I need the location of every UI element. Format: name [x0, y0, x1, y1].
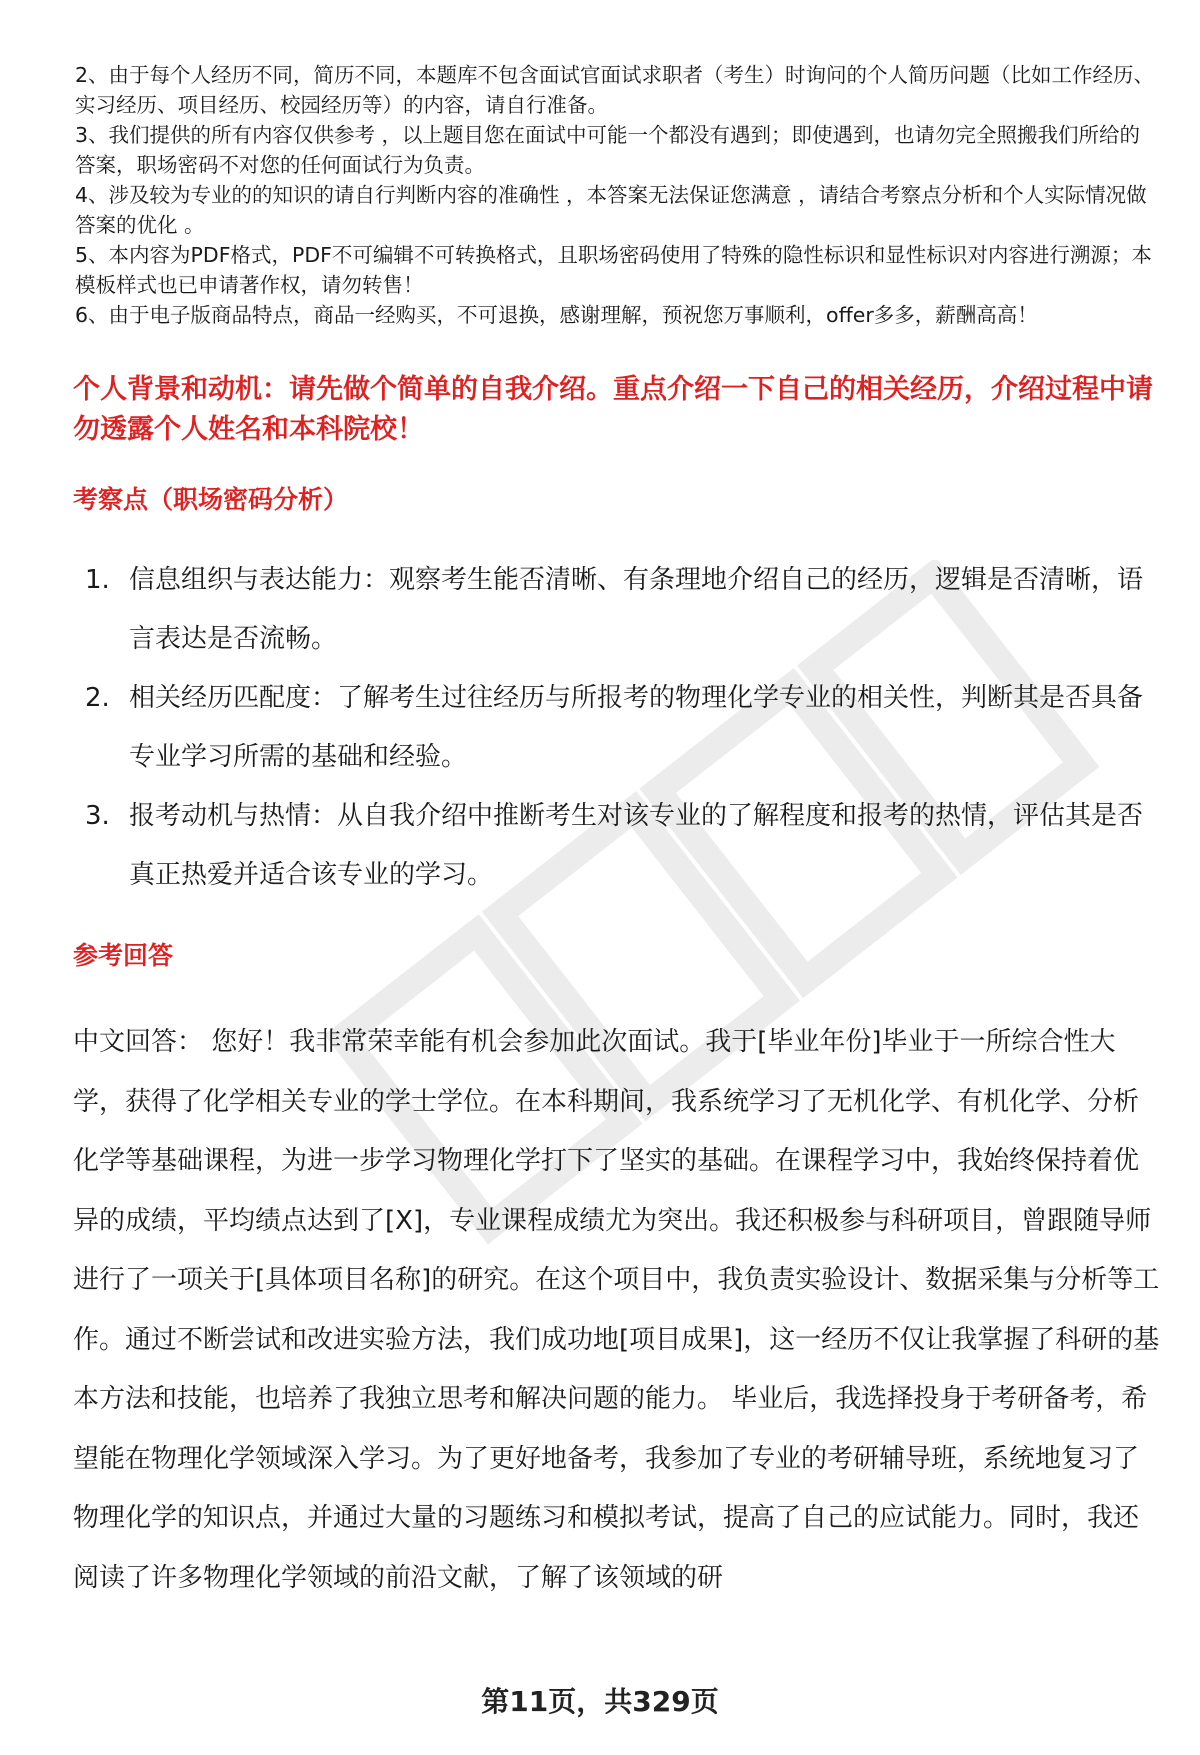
page-number: 第11页，共329页: [481, 1685, 719, 1718]
point-text: 报考动机与热情：从自我介绍中推断考生对该专业的了解程度和报考的热情，评估其是否真正热爱并适合该专业的学习。: [129, 801, 1144, 890]
question-title: 个人背景和动机：请先做个简单的自我介绍。重点介绍一下自己的相关经历，介绍过程中请勿透露个人姓名和本科院校！: [73, 374, 1153, 445]
note-item: 6、由于电子版商品特点，商品一经购买，不可退换，感谢理解，预祝您万事顺利，offer多多，薪酬高高！: [75, 303, 1038, 327]
analysis-heading: 考察点（职场密码分析）: [73, 485, 349, 514]
analysis-point: [73, 551, 1163, 669]
reference-answer-text: 中文回答： 您好！我非常荣幸能有机会参加此次面试。我于[毕业年份]毕业于一所综合性大学，获得了化学相关专业的学士学位。在本科期间，我系统学习了无机化学、有机化学、分析化学等基础课程，为进一步学习物理化学打下了坚实的基础。在课程学习中，我始终保持着优异的成绩，平均绩点达到了[X]，专业课程成绩尤为突出。我还积极参与科研项目，曾跟随导师进行了一项关于[具体项目名称]的研究。在这个项目中，我负责实验设计、数据采集与分析等工作。通过不断尝试和改进实验方法，我们成功地[项目成果]，这一经历不仅让我掌握了科研的基本方法和技能，也培养了我独立思考和解决问题的能力。 毕业后，我选择投身于考研备考，希望能在物理化学领域深入学习。为了更好地备考，我参加了专业的考研辅导班，系统地复习了物理化学的知识点，并通过大量的习题练习和模拟考试，提高了自己的应试能力。同时，我还阅读了许多物理化学领域的前沿文献，了解了该领域的研: [73, 1027, 1160, 1593]
notes-section: [75, 60, 1155, 330]
note-item: 5、本内容为PDF格式，PDF不可编辑不可转换格式，且职场密码使用了特殊的隐性标识和显性标识对内容进行溯源；本模板样式也已申请著作权，请勿转售！: [75, 243, 1152, 297]
note-item: 2、由于每个人经历不同，简历不同，本题库不包含面试官面试求职者（考生）时询问的个人简历问题（比如工作经历、实习经历、项目经历、校园经历等）的内容，请自行准备。: [75, 63, 1155, 117]
point-text: 信息组织与表达能力：观察考生能否清晰、有条理地介绍自己的经历，逻辑是否清晰，语言表达是否流畅。: [129, 565, 1144, 654]
note-item: 4、涉及较为专业的的知识的请自行判断内容的准确性 ，本答案无法保证您满意 ，请结合考察点分析和个人实际情况做答案的优化 。: [75, 183, 1147, 237]
analysis-point: [73, 669, 1163, 787]
point-text: 相关经历匹配度：了解考生过往经历与所报考的物理化学专业的相关性，判断其是否具备专业学习所需的基础和经验。: [129, 683, 1144, 772]
note-item: 3、我们提供的所有内容仅供参考 ，以上题目您在面试中可能一个都没有遇到；即使遇到，也请勿完全照搬我们所给的答案，职场密码不对您的任何面试行为负责。: [75, 123, 1141, 177]
reference-heading: 参考回答: [73, 941, 174, 970]
analysis-point: [73, 787, 1163, 905]
point-number: 2.: [85, 683, 110, 713]
point-number: 3.: [85, 801, 110, 831]
analysis-points-list: [73, 551, 1163, 905]
point-number: 1.: [85, 565, 110, 595]
